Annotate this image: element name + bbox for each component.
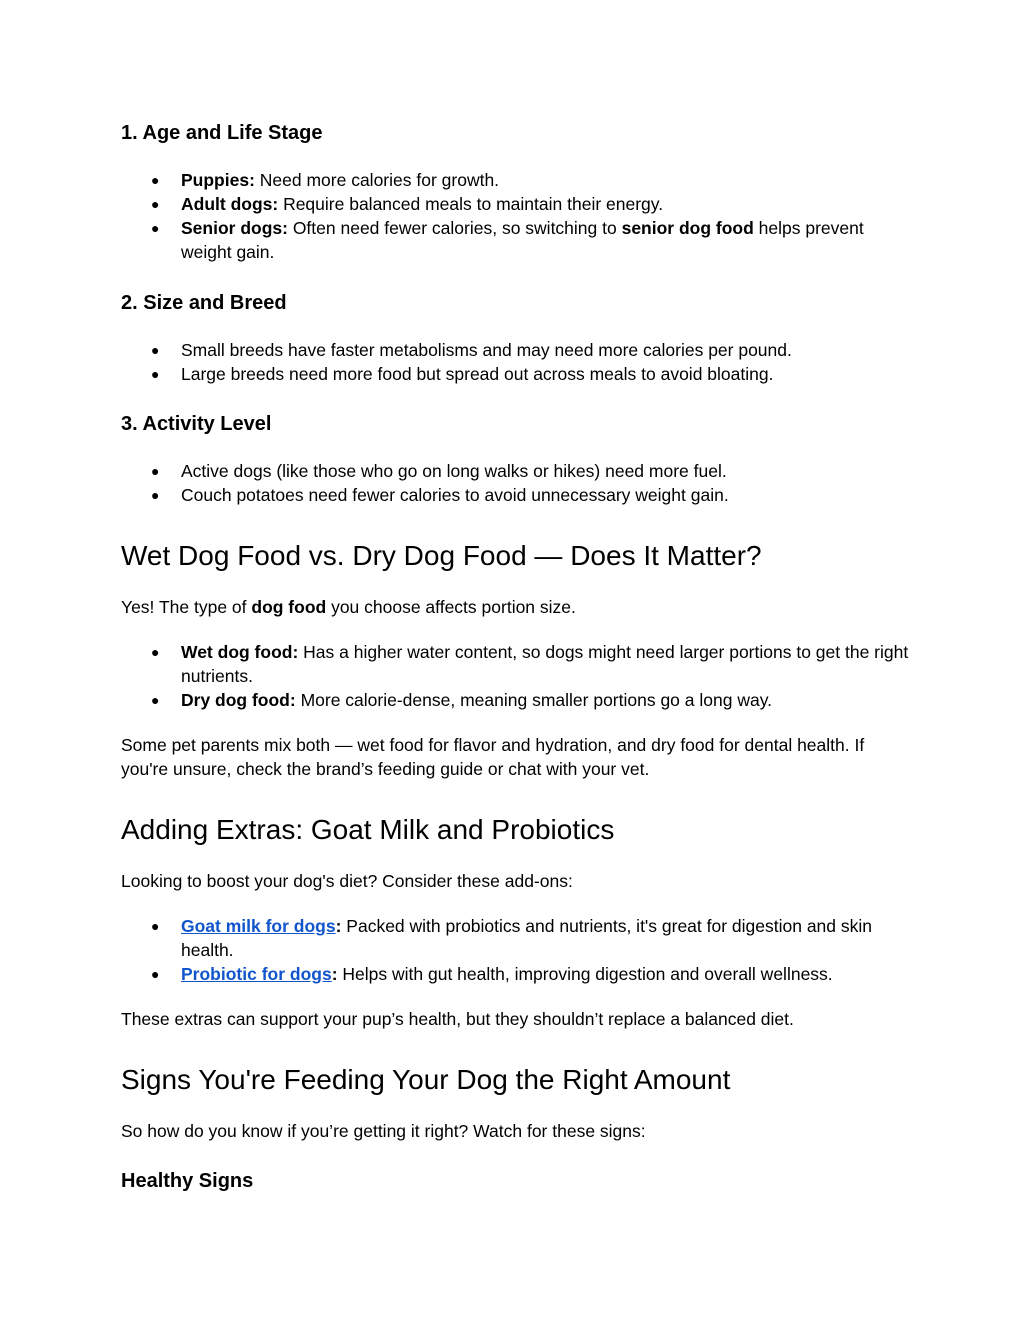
item-text: Need more calories for growth. (254, 170, 500, 190)
item-text: More calorie-dense, meaning smaller portions go a long way. (295, 690, 773, 710)
item-label: Puppies: (181, 170, 255, 190)
list-item (121, 192, 911, 216)
item-text: Large breeds need more food but spread out across meals to avoid bloating. (181, 364, 774, 384)
item-label: Adult dogs: (181, 194, 279, 214)
item-label: Senior dogs: (181, 218, 288, 238)
heading-age-life-stage: 1. Age and Life Stage (121, 122, 323, 144)
extras-intro: Looking to boost your dog's diet? Consider these add-ons: (121, 871, 573, 891)
item-colon: : (331, 964, 338, 984)
list-item (121, 459, 911, 483)
list-item (121, 688, 911, 712)
bullet-icon: ● (151, 463, 160, 479)
list-item (121, 640, 911, 688)
signs-intro: So how do you know if you’re getting it right? Watch for these signs: (121, 1121, 646, 1141)
item-text: Small breeds have faster metabolisms and may need more calories per pound. (181, 340, 792, 360)
size-list (121, 338, 911, 386)
list-item (121, 483, 911, 507)
wet-dry-intro (121, 595, 911, 619)
heading-signs: Signs You're Feeding Your Dog the Right Amount (121, 1064, 731, 1095)
heading-adding-extras: Adding Extras: Goat Milk and Probiotics (121, 814, 615, 845)
extras-outro: These extras can support your pup’s health, but they shouldn’t replace a balanced diet. (121, 1009, 794, 1029)
list-item (121, 962, 911, 986)
activity-list (121, 459, 911, 507)
item-text: Couch potatoes need fewer calories to avoid unnecessary weight gain. (181, 485, 729, 505)
item-text: Often need fewer calories, so switching to (287, 218, 622, 238)
list-item (121, 216, 911, 264)
item-text: Packed with probiotics and nutrients, it's great for digestion and skin health. (181, 916, 873, 960)
extras-list (121, 914, 911, 986)
bullet-icon: ● (151, 692, 160, 708)
bullet-icon: ● (151, 966, 160, 982)
wet-dry-list (121, 640, 911, 712)
intro-emphasis: dog food (251, 597, 327, 617)
bullet-icon: ● (151, 196, 160, 212)
heading-activity-level: 3. Activity Level (121, 413, 272, 435)
item-colon: : (335, 916, 342, 936)
item-text: Active dogs (like those who go on long walks or hikes) need more fuel. (181, 461, 727, 481)
intro-text: you choose affects portion size. (326, 597, 576, 617)
bullet-icon: ● (151, 644, 160, 660)
bullet-icon: ● (151, 220, 160, 236)
item-label: Dry dog food: (181, 690, 296, 710)
intro-text: Yes! The type of (121, 597, 252, 617)
item-text: Has a higher water content, so dogs might need larger portions to get the right nutrients. (181, 642, 909, 686)
item-text: Helps with gut health, improving digestion and overall wellness. (337, 964, 833, 984)
heading-healthy-signs: Healthy Signs (121, 1170, 254, 1192)
bullet-icon: ● (151, 918, 160, 934)
item-label: Wet dog food: (181, 642, 299, 662)
age-list (121, 168, 911, 264)
bullet-icon: ● (151, 342, 160, 358)
wet-dry-outro: Some pet parents mix both — wet food for flavor and hydration, and dry food for dental health. If you're unsure, check the brand’s feeding guide or chat with your vet. (121, 735, 865, 779)
item-text: Require balanced meals to maintain their energy. (278, 194, 664, 214)
heading-wet-vs-dry: Wet Dog Food vs. Dry Dog Food — Does It Matter? (121, 540, 762, 571)
list-item (121, 338, 911, 362)
bullet-icon: ● (151, 366, 160, 382)
list-item (121, 914, 911, 962)
probiotic-link[interactable]: Probiotic for dogs (181, 964, 332, 984)
item-text: helps prevent weight gain. (181, 218, 864, 262)
bullet-icon: ● (151, 172, 160, 188)
goat-milk-link[interactable]: Goat milk for dogs (181, 916, 336, 936)
list-item (121, 362, 911, 386)
list-item (121, 168, 911, 192)
item-emphasis: senior dog food (621, 218, 754, 238)
bullet-icon: ● (151, 487, 160, 503)
heading-size-breed: 2. Size and Breed (121, 292, 287, 314)
